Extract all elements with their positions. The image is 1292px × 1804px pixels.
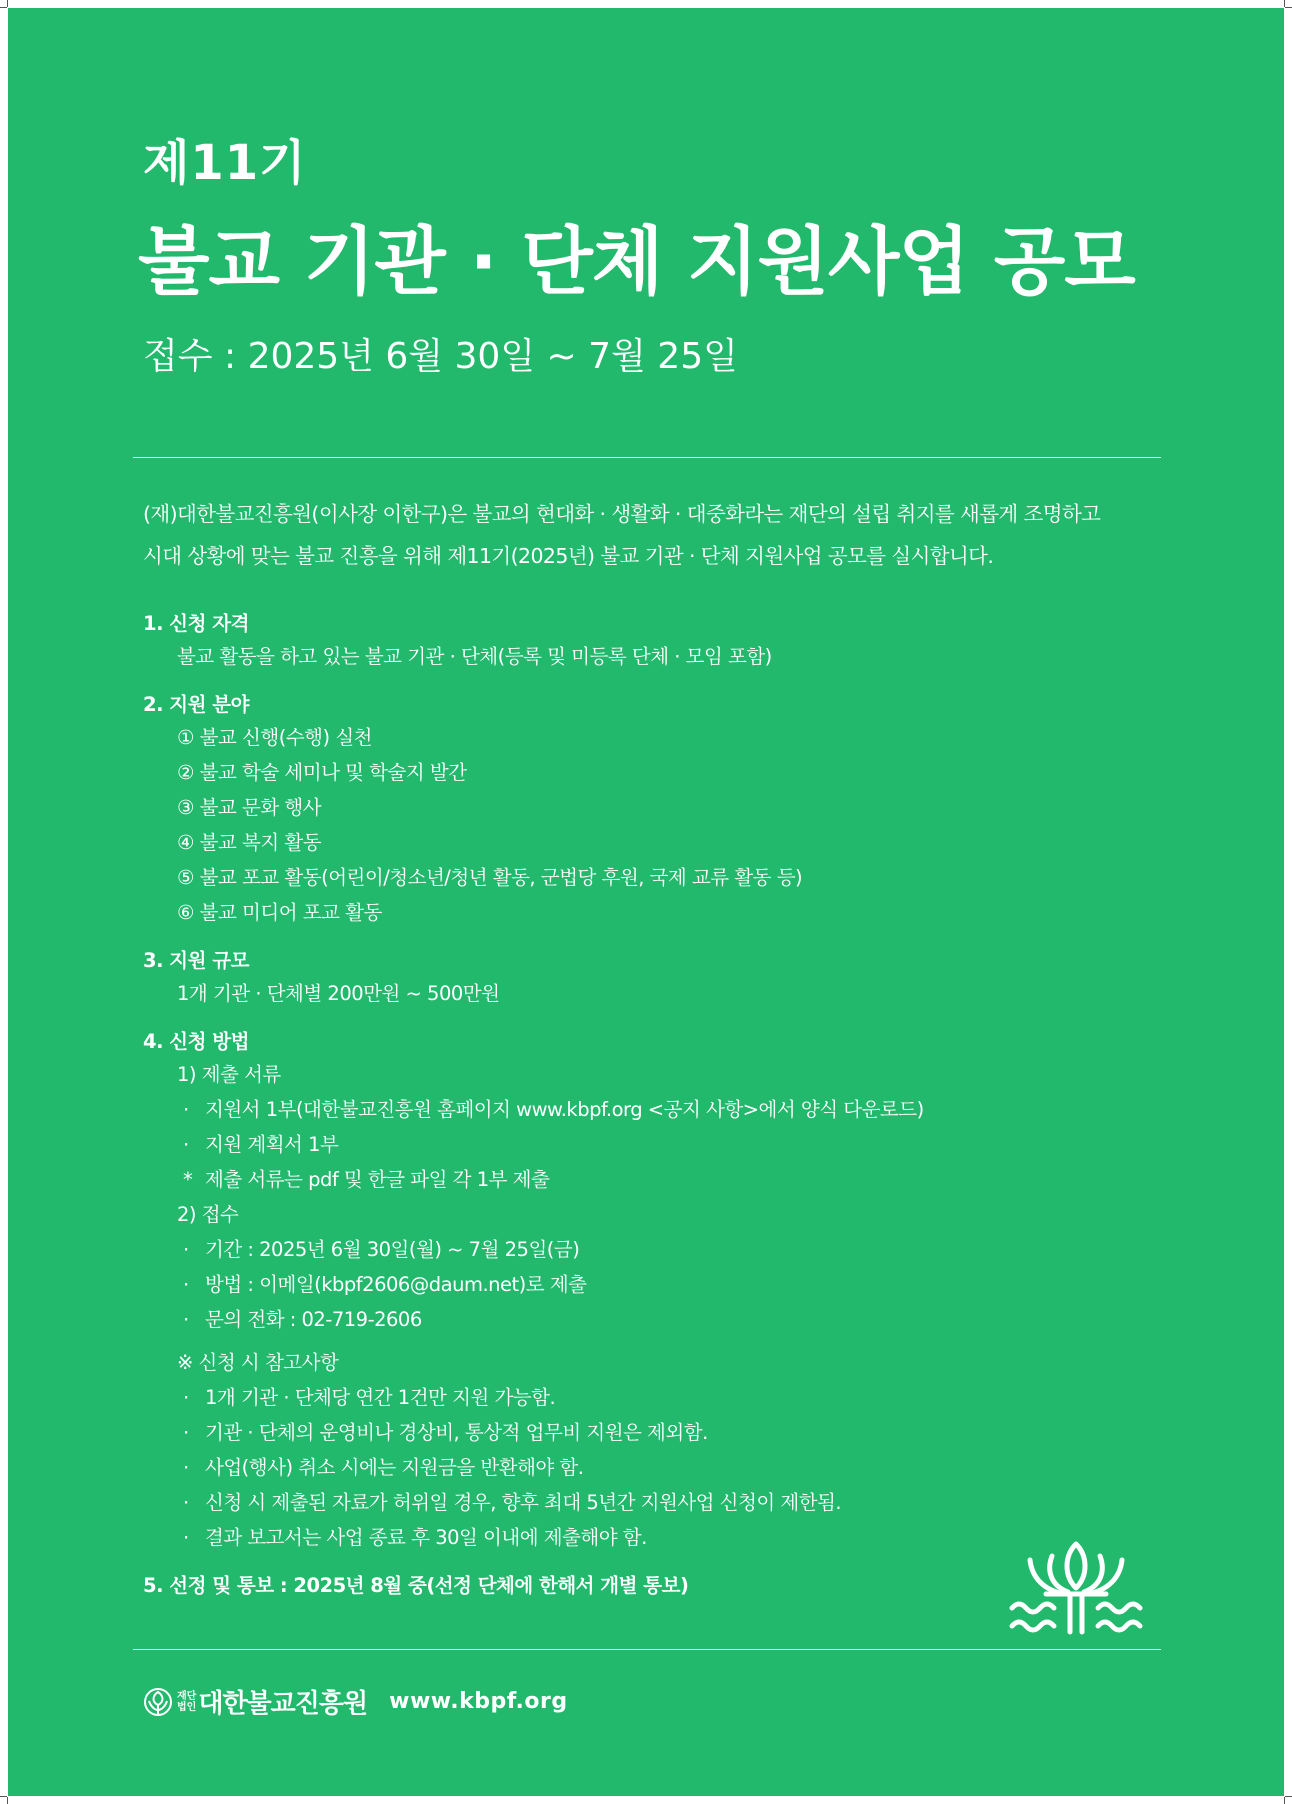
section-scale-title: 3. 지원 규모 [143,949,249,972]
lotus-on-water-icon [1008,1538,1144,1638]
list-item: · 신청 시 제출된 자료가 허위일 경우, 향후 최대 5년간 지원사업 신청이 제한됨. [143,1485,1043,1520]
method-sub-receipt: 2) 접수 [177,1203,239,1226]
list-item: · 1개 기관 · 단체당 연간 1건만 지원 가능함. [143,1380,1043,1415]
footer [143,1683,568,1720]
notes-title: ※ 신청 시 참고사항 [177,1351,339,1374]
bullet: · [183,1308,189,1331]
page-title: 불교 기관 · 단체 지원사업 공모 [138,219,1135,305]
org-name: 대한불교진흥원 [198,1689,368,1719]
list-item: · 문의 전화 : 02-719-2606 [143,1302,1043,1337]
list-item: · 사업(행사) 취소 시에는 지원금을 반환해야 함. [143,1450,1043,1485]
bullet: · [183,1456,189,1479]
list-item: · 지원 계획서 1부 [143,1127,1043,1162]
bottom-divider [133,1649,1161,1650]
intro-line: 시대 상황에 맞는 불교 진흥을 위해 제11기(2025년) 불교 기관 · 단체 지원사업 공모를 실시합니다. [143,544,994,568]
top-divider [133,457,1161,458]
section-method-title: 4. 신청 방법 [143,1030,249,1053]
bullet: · [183,1421,189,1444]
intro-line: (재)대한불교진흥원(이사장 이한구)은 불교의 현대화 · 생활화 · 대중화라는 재단의 설립 취지를 새롭게 조명하고 [143,502,1101,526]
list-item: · 기관 · 단체의 운영비나 경상비, 통상적 업무비 지원은 제외함. [143,1415,1043,1450]
application-period: 접수 : 2025년 6월 30일 ~ 7월 25일 [143,336,738,377]
crop-mark [1285,7,1292,8]
field-item: ④ 불교 복지 활동 [177,831,322,854]
list-item: * 제출 서류는 pdf 및 한글 파일 각 1부 제출 [143,1162,1043,1197]
field-item: ③ 불교 문화 행사 [177,796,322,819]
field-item: ⑤ 불교 포교 활동(어린이/청소년/청년 활동, 군법당 후원, 국제 교류 활동 등) [177,866,803,889]
list-item: · 결과 보고서는 사업 종료 후 30일 이내에 제출해야 함. [143,1520,1043,1555]
intro-paragraph [143,493,1163,577]
bullet: · [183,1133,189,1156]
crop-mark [7,0,8,7]
section-scale-text: 1개 기관 · 단체별 200만원 ~ 500만원 [177,982,500,1005]
method-sub-documents: 1) 제출 서류 [177,1063,281,1086]
crop-mark [7,1797,8,1804]
section-fields-title: 2. 지원 분야 [143,693,249,716]
list-item: · 방법 : 이메일(kbpf2606@daum.net)로 제출 [143,1267,1043,1302]
bullet: · [183,1491,189,1514]
crop-mark [0,7,7,8]
crop-mark [1284,0,1285,7]
sections [143,609,1043,1601]
crop-mark [1284,1797,1285,1804]
bullet: · [183,1098,189,1121]
crop-mark [1285,1796,1292,1797]
section-eligibility-title: 1. 신청 자격 [143,612,249,635]
section-selection-text: 5. 선정 및 통보 : 2025년 8월 중(선정 단체에 한해서 개별 통보) [143,1574,689,1597]
field-item: ② 불교 학술 세미나 및 학술지 발간 [177,761,467,784]
bullet: · [183,1526,189,1549]
asterisk: * [183,1168,193,1191]
field-item: ⑥ 불교 미디어 포교 활동 [177,901,382,924]
crop-mark [0,1796,7,1797]
bullet: · [183,1238,189,1261]
section-eligibility-text: 불교 활동을 하고 있는 불교 기관 · 단체(등록 및 미등록 단체 · 모임 포함) [177,645,772,668]
dharma-emblem-icon [143,1687,173,1717]
edition-label: 제11기 [143,135,307,191]
list-item: · 지원서 1부(대한불교진흥원 홈페이지 www.kbpf.org <공지 사항>에서 양식 다운로드) [143,1092,1043,1127]
bullet: · [183,1386,189,1409]
website-url: www.kbpf.org [389,1689,568,1714]
list-item: · 기간 : 2025년 6월 30일(월) ~ 7월 25일(금) [143,1232,1043,1267]
bullet: · [183,1273,189,1296]
field-item: ① 불교 신행(수행) 실천 [177,726,372,749]
org-type-caption: 재단 법인 [177,1690,197,1713]
poster [8,8,1284,1796]
